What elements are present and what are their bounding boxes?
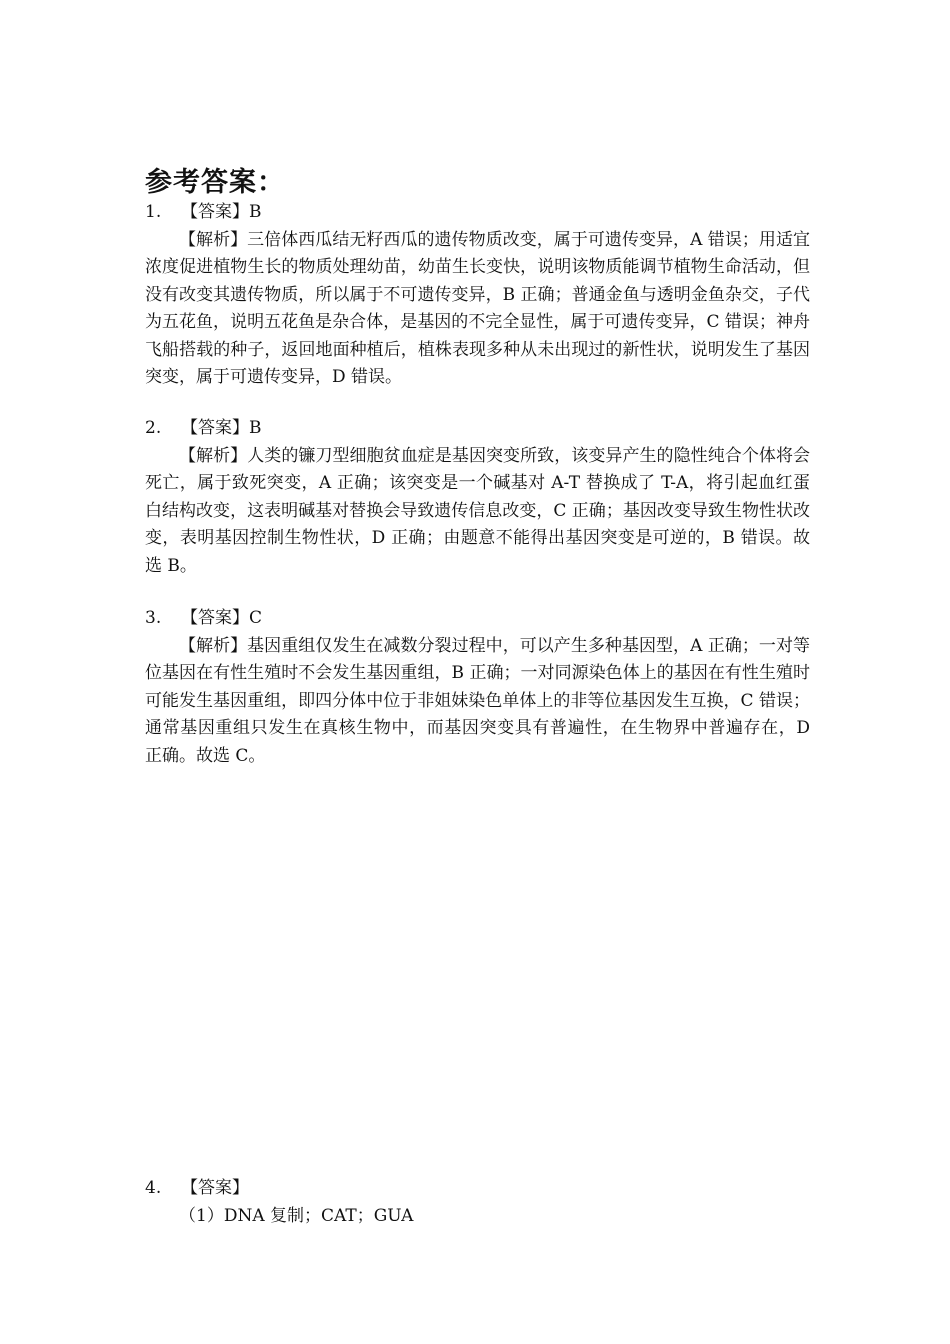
question-number: 3. xyxy=(145,608,162,628)
question-number: 1. xyxy=(145,202,162,222)
question-1 xyxy=(145,199,810,392)
answer-line xyxy=(145,1175,810,1203)
answer-text: 【答案】B xyxy=(181,418,262,438)
answer-text: 【答案】C xyxy=(181,608,263,628)
answer-text: 【答案】B xyxy=(181,202,262,222)
explanation-text: 【解析】三倍体西瓜结无籽西瓜的遗传物质改变，属于可遗传变异，A 错误；用适宜浓度促进植物生长的物质处理幼苗，幼苗生长变快，说明该物质能调节植物生命活动，但没有改变其遗传物质，所以属于不可遗传变异，B 正确；普通金鱼与透明金鱼杂交，子代为五花鱼，说明五花鱼是杂合体，是基因的不完全显性，属于可遗传变异，C 错误；神舟飞船搭载的种子，返回地面种植后，植株表现多种从未出现过的新性状，说明发生了基因突变，属于可遗传变异，D 错误。 xyxy=(145,229,810,387)
question-number: 2. xyxy=(145,418,162,438)
sub-answer-text: （1）DNA 复制；CAT；GUA xyxy=(179,1205,414,1226)
question-3 xyxy=(145,605,810,770)
page-title: 参考答案： xyxy=(145,167,285,198)
answer-line xyxy=(145,199,810,227)
answer-text: 【答案】 xyxy=(181,1178,249,1198)
answer-line xyxy=(145,415,810,443)
answer-line xyxy=(145,605,810,633)
explanation-text: 【解析】人类的镰刀型细胞贫血症是基因突变所致，该变异产生的隐性纯合个体将会死亡，属于致死突变，A 正确；该突变是一个碱基对 A-T 替换成了 T-A，将引起血红蛋白结构改变，这表明碱基对替换会导致遗传信息改变，C 正确；基因改变导致生物性状改变，表明基因控制生物性状，D 正确；由题意不能得出基因突变是可逆的，B 错误。故选 B。 xyxy=(145,445,810,576)
question-2 xyxy=(145,415,810,580)
question-number: 4. xyxy=(145,1178,162,1198)
explanation-text: 【解析】基因重组仅发生在减数分裂过程中，可以产生多种基因型，A 正确；一对等位基因在有性生殖时不会发生基因重组，B 正确；一对同源染色体上的基因在有性生殖时可能发生基因重组，即四分体中位于非姐妹染色单体上的非等位基因发生互换，C 错误；通常基因重组只发生在真核生物中，而基因突变具有普遍性，在生物界中普遍存在，D 正确。故选 C。 xyxy=(145,635,810,766)
question-4 xyxy=(145,1175,810,1230)
